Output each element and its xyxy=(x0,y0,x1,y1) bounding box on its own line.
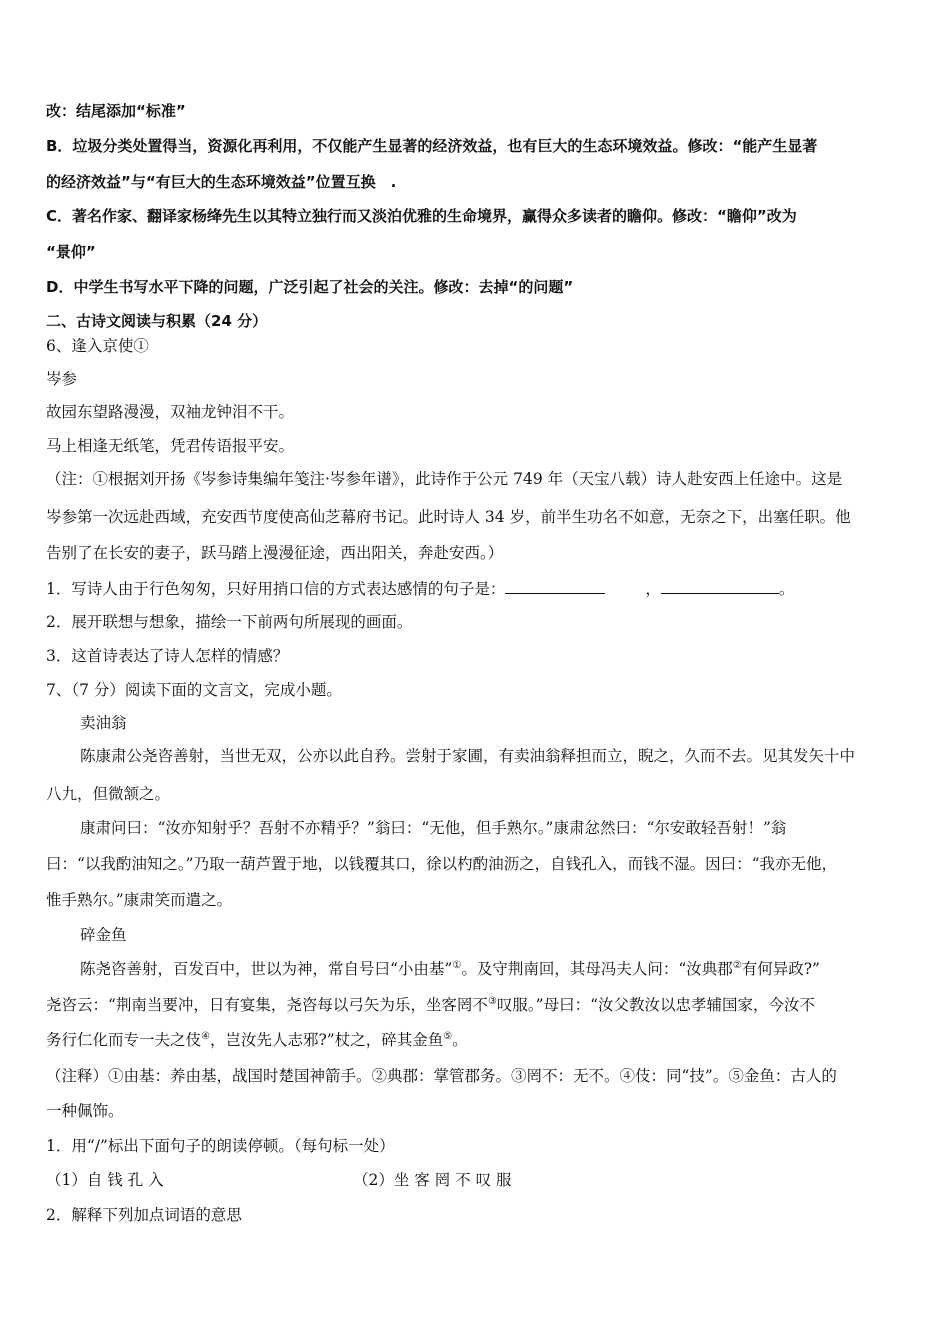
question-6-sub-1: 1．写诗人由于行色匆匆，只好用捎口信的方式表达感情的句子是： ， 。 xyxy=(46,580,795,598)
section-title: 二、古诗文阅读与积累（24 分） xyxy=(46,312,268,330)
poem-author: 岑参 xyxy=(46,370,78,388)
question-7-title: 7、（7 分）阅读下面的文言文，完成小题。 xyxy=(46,681,342,699)
question-6-sub-3: 3．这首诗表达了诗人怎样的情感？ xyxy=(46,647,289,665)
answer-blank-2[interactable] xyxy=(661,578,779,594)
text-2-title: 碎金鱼 xyxy=(80,926,127,944)
poem-note-2: 岑参第一次远赴西域，充安西节度使高仙芝幕府书记。此时诗人 34 岁，前半生功名不如意，无奈之下，出塞任职。他 xyxy=(46,508,851,526)
text-1-para-2-line-1: 康肃问曰：“汝亦知射乎？吾射不亦精乎？”翁曰：“无他，但手熟尔。”康肃忿然曰：“尔安敢轻吾射！”翁 xyxy=(80,819,787,837)
poem-note-1: （注：①根据刘开扬《岑参诗集编年笺注·岑参年谱》，此诗作于公元 749 年（天宝八载）诗人赴安西上任途中。这是 xyxy=(46,470,843,488)
text-notes-line-2: 一种佩饰。 xyxy=(46,1102,124,1120)
text-2-line-1: 陈尧咨善射，百发百中，世以为神，常自号曰“小由基”①。及守荆南回，其母冯夫人问：“汝典郡②有何异政?” xyxy=(80,959,820,978)
question-7-sub-2: 2．解释下列加点词语的意思 xyxy=(46,1206,242,1224)
question-7-sub-1-item-2: （2）坐 客 罔 不 叹 服 xyxy=(353,1171,512,1189)
text-1-title: 卖油翁 xyxy=(80,714,127,732)
text-2-line-2: 尧咨云：“荆南当要冲，日有宴集，尧咨每以弓矢为乐，坐客罔不③叹服。”母曰：“汝父教汝以忠孝辅国家，今汝不 xyxy=(46,995,816,1014)
option-b-line1: B．垃圾分类处置得当，资源化再利用，不仅能产生显著的经济效益，也有巨大的生态环境效益。修改：“能产生显著 xyxy=(46,137,818,155)
option-d: D．中学生书写水平下降的问题，广泛引起了社会的关注。修改：去掉“的问题” xyxy=(46,278,574,296)
poem-line-2: 马上相逢无纸笔，凭君传语报平安。 xyxy=(46,437,295,455)
question-7-sub-1: 1．用“/”标出下面句子的朗读停顿。（每句标一处） xyxy=(46,1137,395,1155)
question-6-title: 6、逢入京使① xyxy=(46,337,149,355)
text-1-para-1-line-2: 八九，但微颔之。 xyxy=(46,785,171,803)
answer-blank-1[interactable] xyxy=(505,578,605,594)
text-notes-line-1: （注释）①由基：养由基，战国时楚国神箭手。②典郡：掌管郡务。③罔不：无不。④伎：同“技”。⑤金鱼：古人的 xyxy=(46,1067,837,1085)
poem-line-1: 故园东望路漫漫，双袖龙钟泪不干。 xyxy=(46,403,295,421)
text-2-line-3: 务行仁化而专一夫之伎④，岂汝先人志邪?”杖之，碎其金鱼⑤。 xyxy=(46,1030,468,1049)
question-7-sub-1-item-1: （1）自 钱 孔 入 xyxy=(46,1171,164,1189)
option-a-tail: 改：结尾添加“标准” xyxy=(46,102,186,120)
text-1-para-2-line-3: 惟手熟尔。”康肃笑而遣之。 xyxy=(46,891,233,909)
option-b-line2: 的经济效益”与“有巨大的生态环境效益”位置互换 . xyxy=(46,173,397,191)
question-6-sub-2: 2．展开联想与想象，描绘一下前两句所展现的画面。 xyxy=(46,613,413,631)
poem-note-3: 告别了在长安的妻子，跃马踏上漫漫征途，西出阳关，奔赴安西。） xyxy=(46,544,504,562)
text-1-para-2-line-2: 曰：“以我酌油知之。”乃取一葫芦置于地，以钱覆其口，徐以杓酌油沥之，自钱孔入，而钱不湿。因曰：“我亦无他， xyxy=(46,855,838,873)
option-c-line2: “景仰” xyxy=(46,243,96,261)
text-1-para-1-line-1: 陈康肃公尧咨善射，当世无双，公亦以此自矜。尝射于家圃，有卖油翁释担而立，睨之，久而不去。见其发矢十中 xyxy=(80,747,856,765)
option-c-line1: C．著名作家、翻译家杨绛先生以其特立独行而又淡泊优雅的生命境界，赢得众多读者的瞻仰。修改：“瞻仰”改为 xyxy=(46,207,797,225)
